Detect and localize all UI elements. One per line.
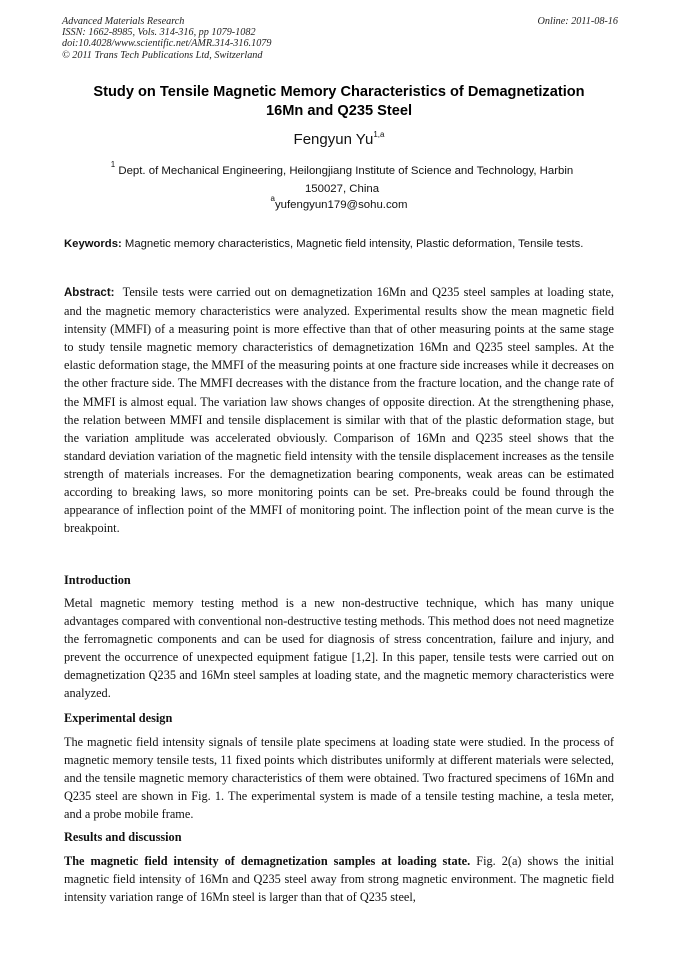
keywords-text: Magnetic memory characteristics, Magnetic field intensity, Plastic deformation, Tensile tests. — [124, 238, 584, 250]
results-body: Fig. 2(a) shows the initial magnetic field intensity of 16Mn and Q235 steel away from strong magnetic environment. The magnetic field intensity variation range of 16Mn steel is larger than that of Q235 steel, — [64, 854, 614, 905]
journal-copyright: © 2011 Trans Tech Publications Ltd, Switzerland — [62, 49, 263, 61]
journal-issn: ISSN: 1662-8985, Vols. 314-316, pp 1079-1082 — [62, 27, 256, 39]
online-date: Online: 2011-08-16 — [537, 16, 618, 27]
email-address: yufengyun179@sohu.com — [274, 199, 408, 211]
title-line-1: Study on Tensile Magnetic Memory Characteristics of Demagnetization — [93, 84, 585, 100]
author-email — [0, 194, 678, 214]
experimental-design-text: The magnetic field intensity signals of tensile plate specimens at loading state were studied. In the process of magnetic memory tensile tests, 11 fixed points which distributes uniformly at different materials were selected, and the tensile magnetic memory characteristics of them were obtained. Two fractured specimens of 16Mn and Q235 steel are shown in Fig. 1. The experimental system is made of a tensile testing machine, a tesla meter, and a probe mobile frame. — [64, 735, 614, 822]
affiliation-line-2: 150027, China — [304, 182, 380, 195]
abstract-label: Abstract: — [64, 287, 115, 299]
affiliation-line-1: Dept. of Mechanical Engineering, Heilongjiang Institute of Science and Technology, Harbin — [118, 165, 574, 177]
journal-doi: doi:10.4028/www.scientific.net/AMR.314-316.1079 — [62, 38, 272, 50]
affiliation-superscript: 1 — [110, 160, 116, 169]
abstract — [64, 283, 614, 537]
abstract-text: Tensile tests were carried out on demagnetization 16Mn and Q235 steel samples at loading state, and the magnetic memory characteristics were analyzed. Experimental results show the mean magnetic field intensity (MMFI) of a measuring point is more effective than that of other measuring points at the same stage to study tensile magnetic memory characteristics of demagnetization 16Mn and Q235 steel samples. At the elastic deformation stage, the MMFI of the measuring points at one fracture side increases while it decreases on the other fracture side. The MMFI decreases with the distance from the fracture location, and the change rate of the MMFI is almost equal. The variation law shows changes of opposite direction. At the strengthening phase, the relation between MMFI and tensile displacement is similar with that of the plastic deformation stage, but the variation amplitude was accelerated obviously. Comparison of 16Mn and Q235 steel shows that the standard deviation variation of the magnetic field intensity with the tensile displacement increases as the tensile strength of materials increases. For the demagnetization bearing components, weak areas can be estimated according to breaking laws, so more monitoring points can be set. Pre-breaks could be found through the appearance of inflection point of the MMFI of monitoring point. The inflection point of the mean curve is the breakpoint. — [64, 285, 614, 536]
results-lead: The magnetic field intensity of demagnetization samples at loading state. — [64, 854, 471, 868]
introduction-text: Metal magnetic memory testing method is a new non-destructive technique, which has many unique advantages compared with conventional non-destructive testing methods. This method does not need magnetize the ferromagnetic components and can be used for diagnosis of stress concentration, failure and injury, and prevent the occurrence of unexpected equipment fatigue [1,2]. In this paper, tensile tests were carried out on demagnetization Q235 and 16Mn steel samples at loading state, and the magnetic memory characteristics were analyzed. — [64, 596, 614, 701]
results-text — [64, 852, 614, 906]
paper-title — [40, 83, 638, 120]
introduction-heading: Introduction — [64, 573, 131, 587]
results-heading: Results and discussion — [64, 830, 182, 844]
journal-name: Advanced Materials Research — [62, 16, 185, 27]
email-superscript: a — [270, 194, 275, 203]
author-name: Fengyun Yu — [293, 131, 374, 148]
keywords-label: Keywords: — [64, 238, 122, 250]
affiliation — [64, 160, 620, 199]
keywords — [64, 236, 616, 254]
title-line-2: 16Mn and Q235 Steel — [266, 102, 412, 119]
author-line — [0, 130, 678, 149]
journal-header — [62, 16, 618, 61]
author-superscript: 1,a — [373, 130, 385, 139]
experimental-design-heading: Experimental design — [64, 711, 173, 725]
